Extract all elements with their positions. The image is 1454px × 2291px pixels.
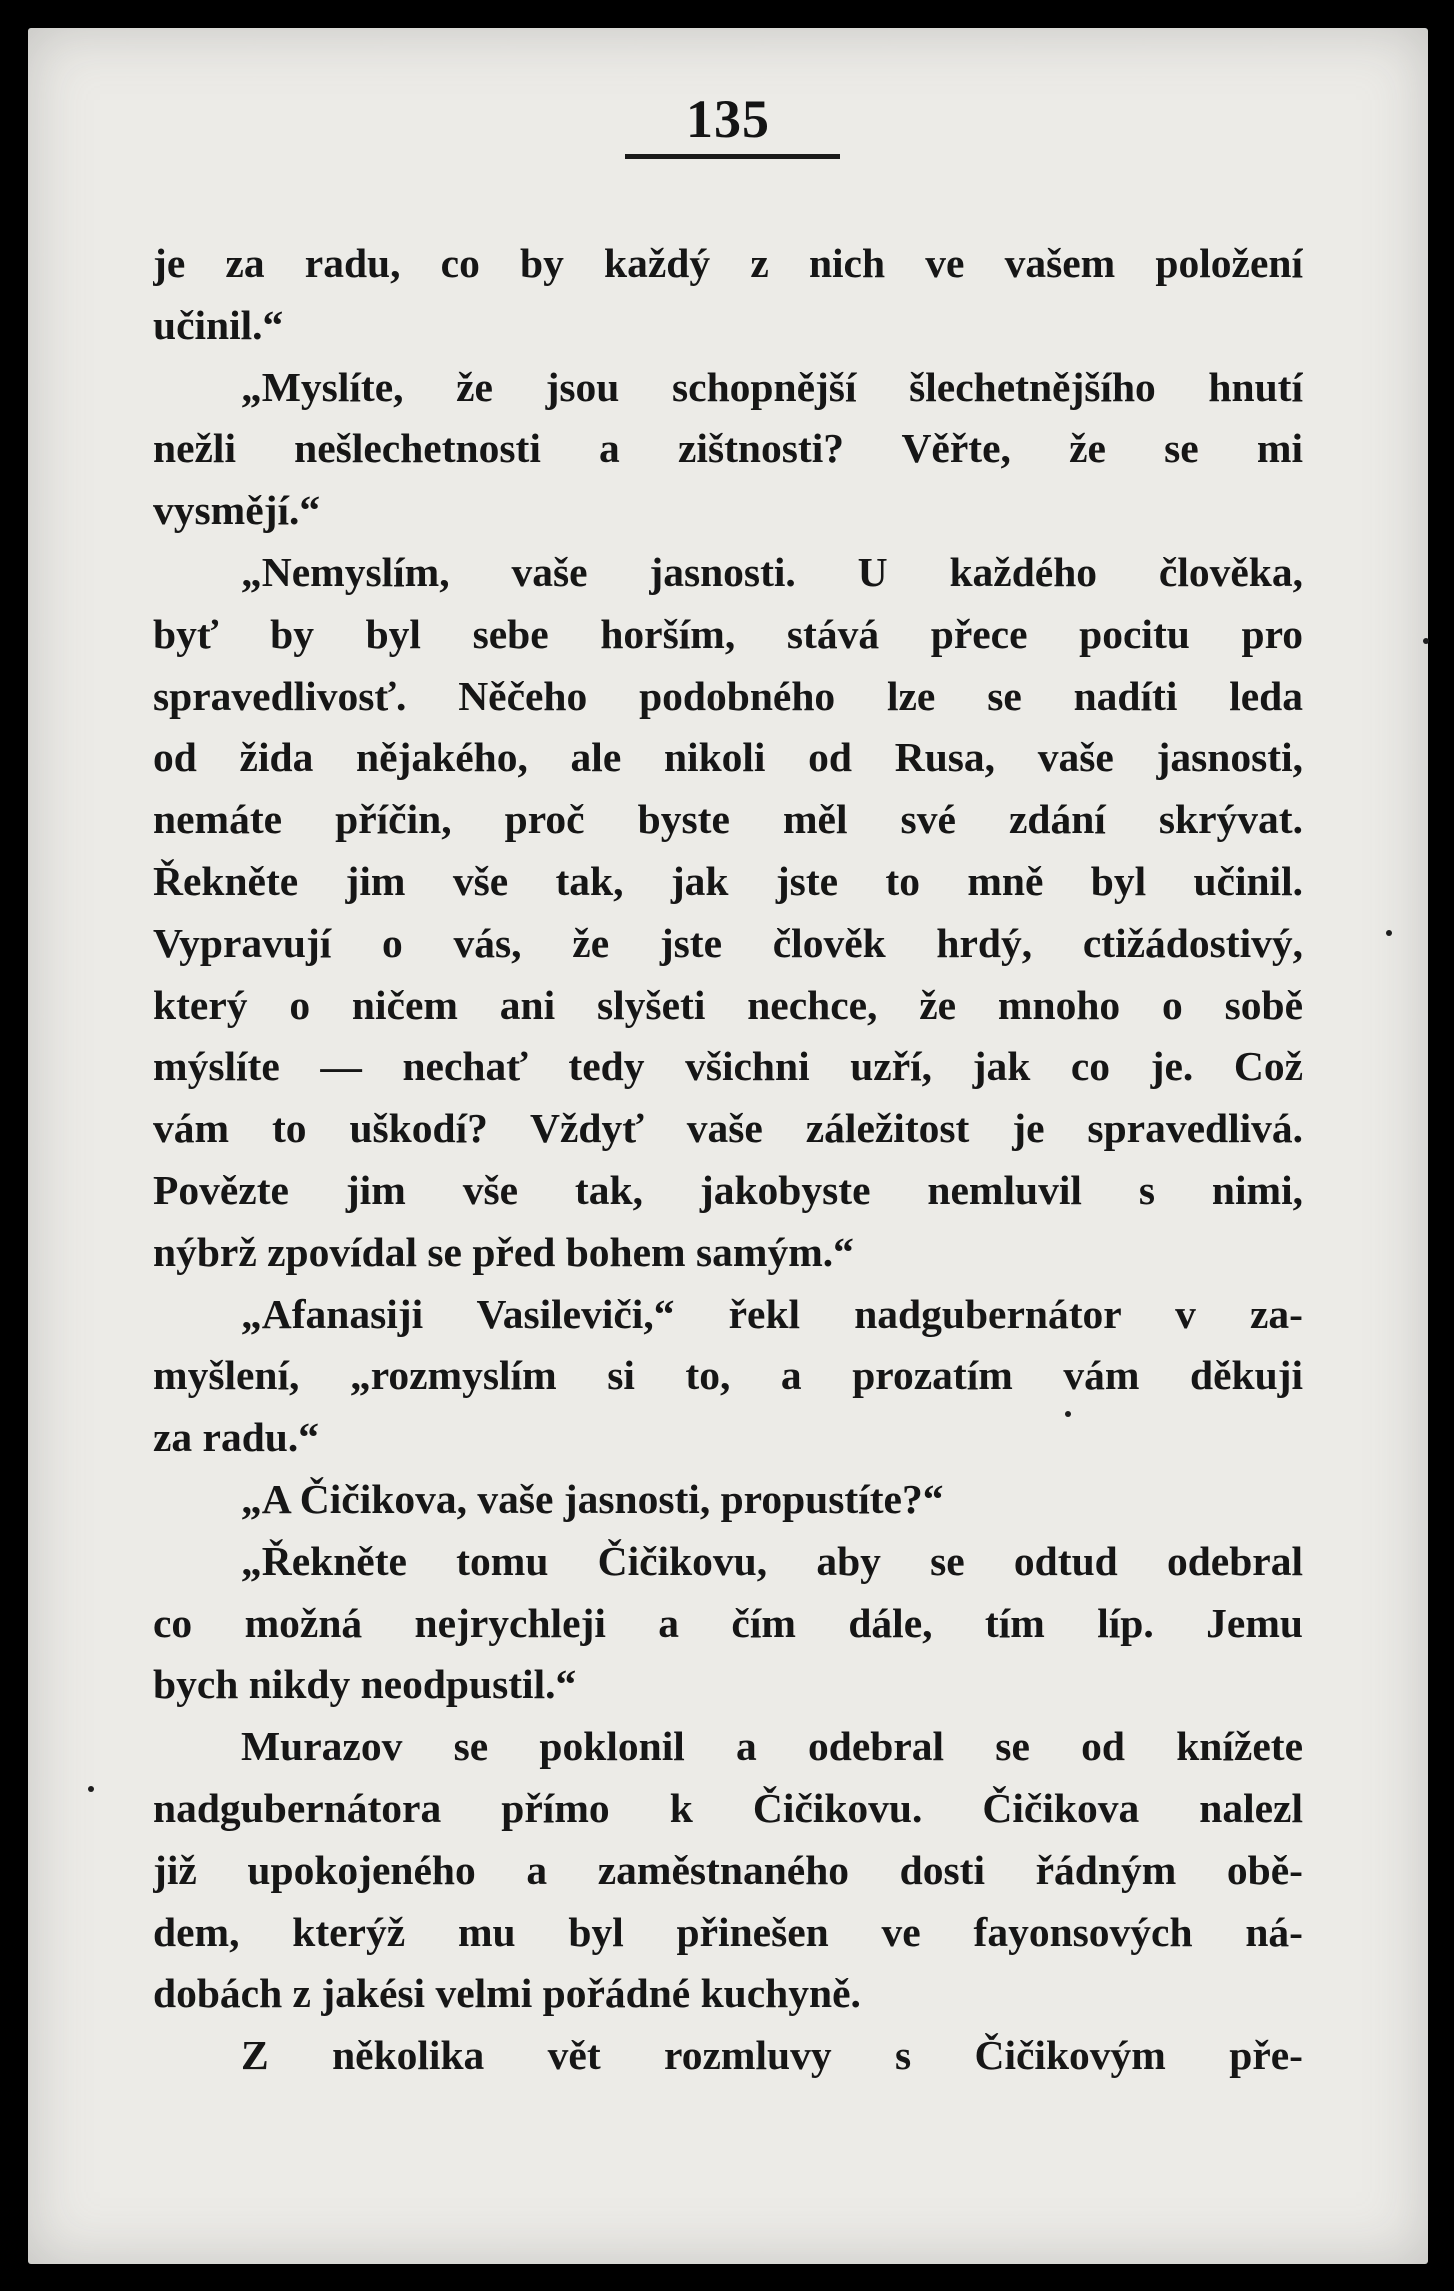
text-line: co možná nejrychleji a čím dále, tím líp. Jemu (153, 1599, 1303, 1646)
ink-speck (88, 1786, 94, 1792)
text-line: vysmějí.“ (153, 487, 321, 534)
text-line: „A Čičikova, vaše jasnosti, propustíte?“ (241, 1475, 944, 1522)
text-line: „Afanasiji Vasileviči,“ řekl nadgubernátor v za- (241, 1290, 1303, 1337)
text-line: Murazov se poklonil a odebral se od knížete (241, 1723, 1303, 1770)
page-number: 135 (686, 89, 770, 149)
text-line: učinil.“ (153, 301, 284, 348)
page-number-rule (625, 154, 840, 159)
text-line: myšlení, „rozmyslím si to, a prozatím vám děkuji (153, 1352, 1303, 1399)
text-line: Vypravují o vás, že jste člověk hrdý, ctižádostivý, (153, 919, 1303, 966)
text-line: nežli nešlechetnosti a zištnosti? Věřte, že se mi (153, 425, 1303, 472)
text-line: dobách z jakési velmi pořádné kuchyně. (153, 1970, 861, 2017)
text-line: Povězte jim vše tak, jakobyste nemluvil s nimi, (153, 1166, 1303, 1213)
text-line: který o ničem ani slyšeti nechce, že mnoho o sobě (153, 981, 1303, 1028)
ink-speck (1065, 1411, 1071, 1417)
ink-speck (1386, 930, 1392, 936)
text-line: „Nemyslím, vaše jasnosti. U každého člověka, (241, 548, 1303, 595)
text-line: Z několika vět rozmluvy s Čičikovým pře- (241, 2032, 1303, 2079)
text-line: mýslíte — nechať tedy všichni uzří, jak co je. Což (153, 1043, 1303, 1090)
text-line: byť by byl sebe horším, stává přece pocitu pro (153, 610, 1303, 657)
text-line: vám to uškodí? Vždyť vaše záležitost je spravedlivá. (153, 1105, 1303, 1152)
text-line: za radu.“ (153, 1414, 319, 1461)
text-line: nemáte příčin, proč byste měl své zdání skrývat. (153, 796, 1303, 843)
text-line: již upokojeného a zaměstnaného dosti řádným obě- (153, 1846, 1303, 1893)
ink-speck (1423, 638, 1429, 644)
text-line: je za radu, co by každý z nich ve vašem položení (153, 240, 1303, 286)
text-line: od žida nějakého, ale nikoli od Rusa, vaše jasnosti, (153, 734, 1303, 781)
text-line: nýbrž zpovídal se před bohem samým.“ (153, 1228, 854, 1275)
text-line: spravedlivosť. Něčeho podobného lze se nadíti leda (153, 672, 1303, 719)
text-line: „Myslíte, že jsou schopnější šlechetnějšího hnutí (241, 363, 1303, 410)
text-line: Řekněte jim vše tak, jak jste to mně byl učinil. (153, 857, 1303, 904)
text-line: bych nikdy neodpustil.“ (153, 1661, 577, 1708)
text-line: dem, kterýž mu byl přinešen ve fayonsových ná- (153, 1908, 1303, 1955)
book-page (28, 28, 1428, 2264)
body-text (153, 233, 1303, 2087)
text-line: „Řekněte tomu Čičikovu, aby se odtud odebral (241, 1537, 1303, 1584)
text-line: nadgubernátora přímo k Čičikovu. Čičikova nalezl (153, 1784, 1303, 1831)
